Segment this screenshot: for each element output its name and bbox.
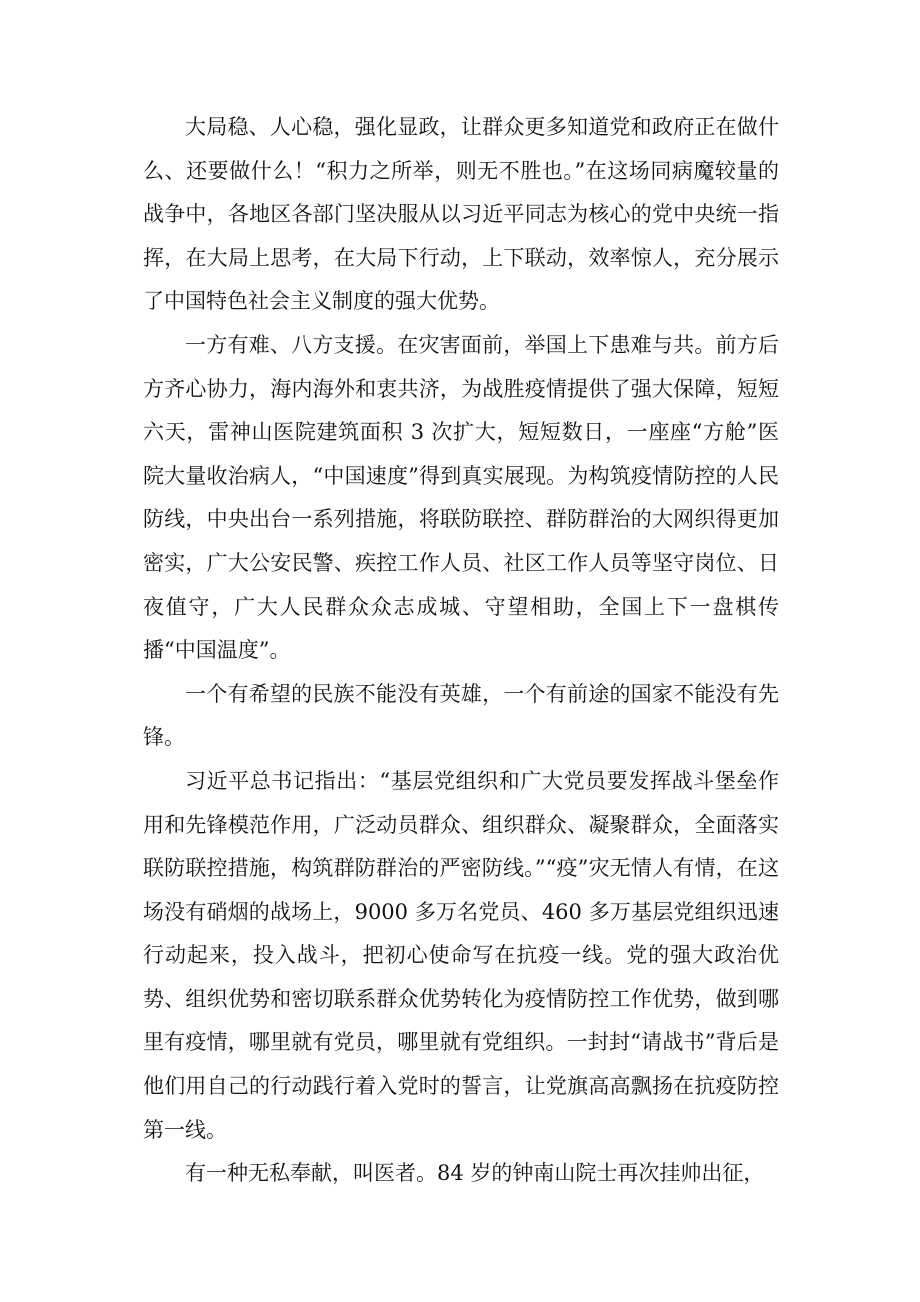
- document-body: [143, 106, 779, 1196]
- paragraph-party-members: 习近平总书记指出：“基层党组织和广大党员要发挥战斗堡垒作用和先锋模范作用，广泛动员群众、组织群众、凝聚群众，全面落实联防联控措施，构筑群防群治的严密防线。”“疫”灾无情人有情，在这场没有硝烟的战场上，9000 多万名党员、460 多万基层党组织迅速行动起来，投入战斗，把初心使命写在抗疫一线。党的强大政治优势、组织优势和密切联系群众优势转化为疫情防控工作优势，做到哪里有疫情，哪里就有党员，哪里就有党组织。一封封“请战书”背后是他们用自己的行动践行着入党时的誓言，让党旗高高飘扬在抗疫防控第一线。: [143, 768, 779, 1142]
- paragraph-heroes: 一个有希望的民族不能没有英雄，一个有前途的国家不能没有先锋。: [143, 681, 779, 750]
- paragraph-stability: 大局稳、人心稳，强化显政，让群众更多知道党和政府正在做什么、还要做什么！“积力之所举，则无不胜也。”在这场同病魔较量的战争中，各地区各部门坚决服从以习近平同志为核心的党中央统一指挥，在大局上思考，在大局下行动，上下联动，效率惊人，充分展示了中国特色社会主义制度的强大优势。: [143, 115, 779, 314]
- paragraph-support: 一方有难、八方支援。在灾害面前，举国上下患难与共。前方后方齐心协力，海内海外和衷共济，为战胜疫情提供了强大保障，短短六天，雷神山医院建筑面积 3 次扩大，短短数日，一座座“方舱”医院大量收治病人，“中国速度”得到真实展现。为构筑疫情防控的人民防线，中央出台一系列措施，将联防联控、群防群治的大网织得更加密实，广大公安民警、疾控工作人员、社区工作人员等坚守岗位、日夜值守，广大人民群众众志成城、守望相助，全国上下一盘棋传播“中国温度”。: [143, 332, 779, 663]
- paragraph-medics: 有一种无私奉献，叫医者。84 岁的钟南山院士再次挂帅出征，: [185, 1161, 765, 1186]
